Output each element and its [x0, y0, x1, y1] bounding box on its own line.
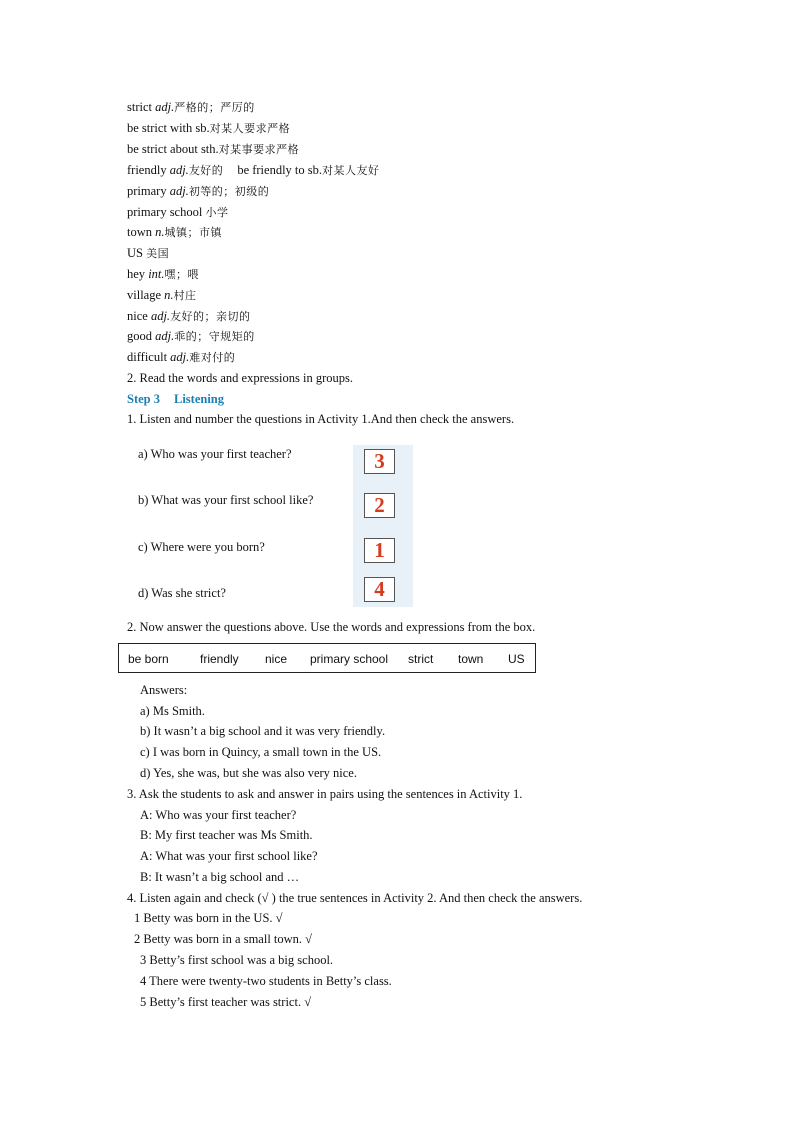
dialogue-line: B: It wasn’t a big school and …	[140, 870, 300, 884]
vocab-line	[127, 224, 222, 241]
vocab-line	[127, 204, 228, 221]
vocab-meaning: 友好的；亲切的	[170, 311, 251, 323]
vocab-meaning: 对某事要求严格	[218, 144, 300, 156]
word-box-item: be born	[128, 652, 169, 666]
read-instruction: 2. Read the words and expressions in groups.	[127, 371, 354, 385]
vocab-pos: n.	[164, 288, 174, 302]
word-box-item: friendly	[200, 652, 239, 666]
question-number-box: 2	[364, 493, 395, 518]
vocab-word: town	[127, 225, 156, 239]
true-false-sentence: 5 Betty’s first teacher was strict. √	[140, 995, 312, 1009]
vocab-meaning: 乖的；守规矩的	[174, 331, 255, 343]
word-box-item: strict	[408, 652, 434, 666]
vocab-line	[127, 266, 199, 283]
vocab-word: be strict with sb.	[127, 121, 210, 135]
vocab-pos: adj.	[150, 309, 171, 323]
vocab-meaning: 严格的；严厉的	[174, 102, 255, 114]
word-box	[118, 643, 536, 673]
vocab-pos: adj.	[170, 350, 190, 364]
true-false-sentence: 3 Betty’s first school was a big school.	[140, 953, 334, 967]
vocab-meaning: 初等的；初级的	[188, 186, 270, 198]
vocab-word: village	[127, 288, 165, 302]
vocab-meaning: 嘿；喂	[164, 269, 200, 281]
true-false-sentence: 4 There were twenty-two students in Betty’s class.	[140, 974, 392, 988]
vocab-word: primary	[127, 184, 170, 198]
vocab-word: good	[127, 329, 156, 343]
question-number-box: 3	[364, 449, 395, 474]
true-false-sentence: 2 Betty was born in a small town. √	[134, 932, 313, 946]
question-b: b) What was your first school like?	[138, 493, 314, 507]
answer-line: b) It wasn’t a big school and it was very friendly.	[140, 724, 386, 738]
vocab-line	[127, 141, 299, 158]
vocab-meaning: 美国	[146, 248, 170, 260]
vocab-word: hey	[127, 267, 149, 281]
vocab-line	[127, 245, 169, 262]
activity2-instruction: 2. Now answer the questions above. Use the words and expressions from the box.	[127, 620, 536, 634]
vocab-pos: adj.	[155, 329, 175, 343]
vocab-extra-meaning: 对某人友好	[322, 165, 380, 177]
answer-line: c) I was born in Quincy, a small town in the US.	[140, 745, 382, 759]
vocab-pos: adj.	[169, 163, 189, 177]
vocab-meaning: 小学	[205, 207, 229, 219]
word-box-item: town	[458, 652, 484, 666]
dialogue-line: A: Who was your first teacher?	[140, 808, 297, 822]
vocab-word: US	[127, 246, 147, 260]
vocab-line	[127, 99, 255, 116]
answers-label: Answers:	[140, 683, 188, 697]
vocab-word: primary school	[127, 205, 206, 219]
question-c: c) Where were you born?	[138, 540, 265, 554]
vocab-pos: adj.	[169, 184, 189, 198]
vocab-meaning: 村庄	[173, 290, 197, 302]
question-a: a) Who was your first teacher?	[138, 447, 292, 461]
vocab-word: difficult	[127, 350, 171, 364]
vocab-meaning: 城镇；市镇	[164, 227, 222, 239]
dialogue-line: A: What was your first school like?	[140, 849, 318, 863]
vocab-meaning: 友好的	[188, 165, 224, 177]
word-box-item: primary school	[310, 652, 389, 666]
activity1-instruction: 1. Listen and number the questions in Activity 1.And then check the answers.	[127, 412, 515, 426]
true-false-sentence: 1 Betty was born in the US. √	[134, 911, 283, 925]
vocab-meaning: 对某人要求严格	[209, 123, 291, 135]
vocab-line	[127, 287, 197, 304]
vocab-meaning: 难对付的	[189, 352, 236, 364]
step3-heading	[127, 391, 224, 407]
vocab-word: nice	[127, 309, 151, 323]
dialogue-line: B: My first teacher was Ms Smith.	[140, 828, 313, 842]
vocab-pos: adj.	[155, 100, 175, 114]
vocab-line	[127, 120, 290, 137]
step-title: Listening	[174, 392, 225, 406]
vocab-line	[127, 162, 380, 179]
vocab-line	[127, 328, 255, 345]
vocab-word: strict	[127, 100, 156, 114]
step-label: Step 3	[127, 392, 160, 406]
word-box-item: US	[508, 652, 525, 666]
vocab-line	[127, 349, 235, 366]
answer-line: d) Yes, she was, but she was also very nice.	[140, 766, 357, 780]
vocab-pos: n.	[155, 225, 165, 239]
activity3-instruction: 3. Ask the students to ask and answer in pairs using the sentences in Activity 1.	[127, 787, 523, 801]
activity4-instruction: 4. Listen again and check (√ ) the true sentences in Activity 2. And then check the answers.	[127, 891, 583, 905]
question-number-box: 4	[364, 577, 395, 602]
vocab-line	[127, 183, 269, 200]
vocab-line	[127, 308, 251, 325]
vocab-extra-word: be friendly to sb.	[237, 163, 323, 177]
question-number-box: 1	[364, 538, 395, 563]
question-d: d) Was she strict?	[138, 586, 226, 600]
answer-line: a) Ms Smith.	[140, 704, 205, 718]
word-box-item: nice	[265, 652, 288, 666]
vocab-pos: int.	[148, 267, 165, 281]
vocab-word: friendly	[127, 163, 170, 177]
vocab-word: be strict about sth.	[127, 142, 219, 156]
